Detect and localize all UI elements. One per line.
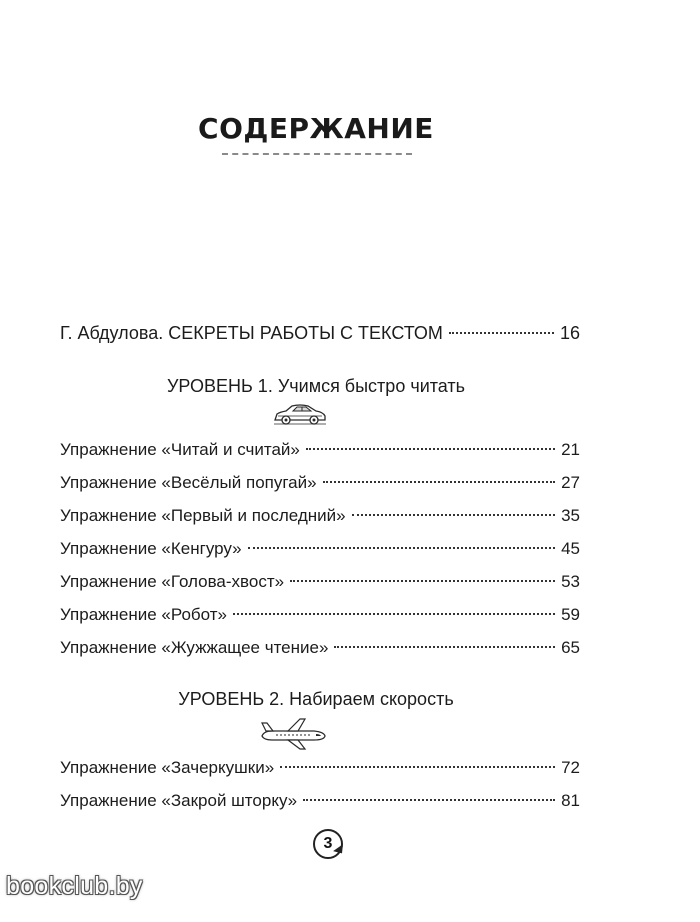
car-icon [272, 403, 328, 432]
toc-entry-label: Упражнение «Жужжащее чтение» [60, 638, 329, 657]
toc-entry-label: Упражнение «Зачеркушки» [60, 758, 275, 777]
dot-leader [303, 799, 555, 801]
toc-entry-label: Упражнение «Читай и считай» [60, 440, 300, 459]
toc-entry-label: Г. Абдулова. СЕКРЕТЫ РАБОТЫ С ТЕКСТОМ [60, 323, 443, 343]
toc-entry-label: Упражнение «Закрой шторку» [60, 791, 298, 810]
dot-leader [233, 613, 555, 615]
toc-entry-label: Упражнение «Весёлый попугай» [60, 473, 317, 492]
section-heading-level-1: УРОВЕНЬ 1. Учимся быстро читать [166, 376, 466, 396]
dot-leader [280, 766, 555, 768]
toc-entry[interactable] [60, 437, 580, 463]
toc-entry-top[interactable] [60, 320, 580, 346]
dot-leader [323, 481, 555, 483]
toc-entry-page: 16 [559, 323, 580, 343]
page-number-badge: 3 [313, 829, 343, 859]
dot-leader [352, 514, 555, 516]
toc-entry-page: 53 [561, 572, 580, 591]
toc-entry-page: 72 [561, 758, 580, 777]
toc-entry[interactable] [60, 755, 580, 781]
page-title: СОДЕРЖАНИЕ [198, 112, 434, 145]
dot-leader [449, 332, 554, 334]
toc-entry-page: 59 [561, 605, 580, 624]
toc-entry-label: Упражнение «Первый и последний» [60, 506, 346, 525]
toc-entry[interactable] [60, 602, 580, 628]
toc-entry-page: 45 [561, 539, 580, 558]
toc-entry-page: 35 [561, 506, 580, 525]
toc-entry-label: Упражнение «Голова-хвост» [60, 572, 285, 591]
airplane-icon [258, 716, 328, 755]
watermark: bookclub.by [6, 872, 143, 900]
toc-entry[interactable] [60, 470, 580, 496]
section-heading-level-2: УРОВЕНЬ 2. Набираем скорость [178, 689, 454, 709]
toc-entry[interactable] [60, 788, 580, 814]
toc-entry[interactable] [60, 503, 580, 529]
toc-entry[interactable] [60, 569, 580, 595]
toc-entry-page: 81 [561, 791, 580, 810]
toc-entry-page: 27 [561, 473, 580, 492]
toc-entry-page: 65 [561, 638, 580, 657]
toc-entry[interactable] [60, 536, 580, 562]
toc-entry[interactable] [60, 635, 580, 661]
toc-entry-page: 21 [561, 440, 580, 459]
title-underline [222, 153, 412, 155]
dot-leader [334, 646, 555, 648]
dot-leader [290, 580, 555, 582]
dot-leader [248, 547, 556, 549]
toc-entry-label: Упражнение «Робот» [60, 605, 227, 624]
dot-leader [306, 448, 555, 450]
toc-entry-label: Упражнение «Кенгуру» [60, 539, 242, 558]
